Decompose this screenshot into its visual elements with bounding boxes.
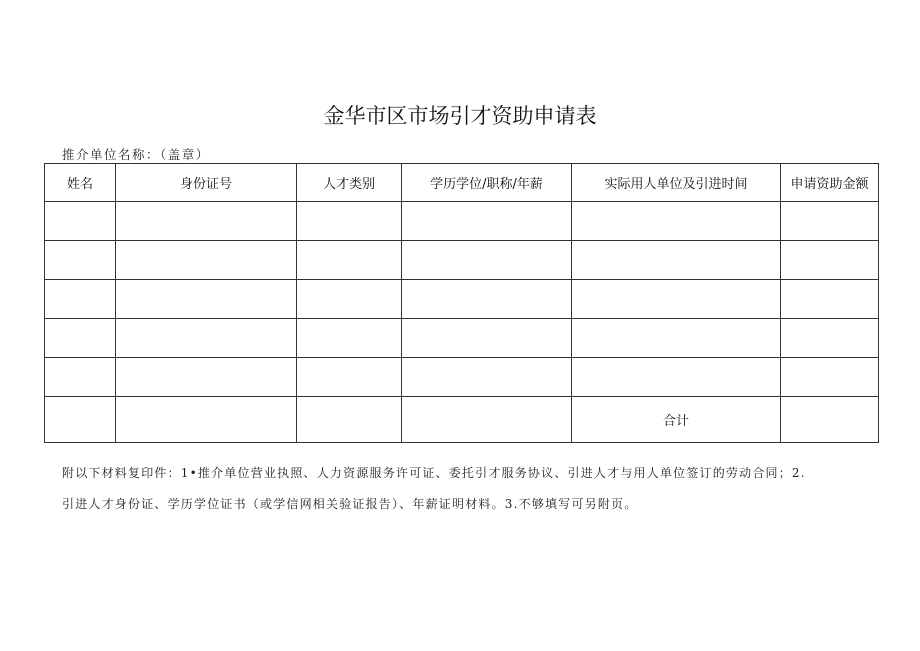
cell-name[interactable] xyxy=(45,241,116,280)
cell-education-title-salary[interactable] xyxy=(402,358,572,397)
cell-education-title-salary[interactable] xyxy=(402,319,572,358)
cell-name[interactable] xyxy=(45,397,116,443)
cell-employer-and-date[interactable] xyxy=(572,358,781,397)
header-id-number: 身份证号 xyxy=(116,164,297,202)
total-amount-cell[interactable] xyxy=(781,397,879,443)
cell-education-title-salary[interactable] xyxy=(402,280,572,319)
cell-talent-category[interactable] xyxy=(297,319,402,358)
cell-id-number[interactable] xyxy=(116,397,297,443)
cell-id-number[interactable] xyxy=(116,202,297,241)
recommending-unit-label: 推介单位名称：（盖章） xyxy=(62,147,210,162)
header-subsidy-amount: 申请资助金额 xyxy=(781,164,879,202)
header-education-title-salary: 学历学位/职称/年薪 xyxy=(402,164,572,202)
table-row xyxy=(45,241,879,280)
table-row xyxy=(45,202,879,241)
table-row xyxy=(45,358,879,397)
cell-employer-and-date[interactable] xyxy=(572,319,781,358)
header-talent-category: 人才类别 xyxy=(297,164,402,202)
cell-talent-category[interactable] xyxy=(297,397,402,443)
cell-name[interactable] xyxy=(45,319,116,358)
total-label: 合计 xyxy=(572,397,781,443)
cell-name[interactable] xyxy=(45,202,116,241)
cell-id-number[interactable] xyxy=(116,280,297,319)
cell-education-title-salary[interactable] xyxy=(402,397,572,443)
cell-talent-category[interactable] xyxy=(297,241,402,280)
total-row xyxy=(45,397,879,443)
cell-subsidy-amount[interactable] xyxy=(781,358,879,397)
cell-id-number[interactable] xyxy=(116,241,297,280)
cell-talent-category[interactable] xyxy=(297,280,402,319)
cell-education-title-salary[interactable] xyxy=(402,241,572,280)
cell-talent-category[interactable] xyxy=(297,358,402,397)
cell-employer-and-date[interactable] xyxy=(572,280,781,319)
cell-subsidy-amount[interactable] xyxy=(781,319,879,358)
table-row xyxy=(45,280,879,319)
cell-subsidy-amount[interactable] xyxy=(781,241,879,280)
form-title: 金华市区市场引才资助申请表 xyxy=(323,104,597,128)
attachment-note-line-2: 引进人才身份证、学历学位证书（或学信网相关验证报告）、年薪证明材料。3.不够填写可另附页。 xyxy=(62,497,638,511)
cell-subsidy-amount[interactable] xyxy=(781,202,879,241)
table-header-row xyxy=(45,164,879,202)
cell-id-number[interactable] xyxy=(116,358,297,397)
cell-name[interactable] xyxy=(45,358,116,397)
cell-talent-category[interactable] xyxy=(297,202,402,241)
cell-employer-and-date[interactable] xyxy=(572,202,781,241)
header-name: 姓名 xyxy=(45,164,116,202)
application-table xyxy=(44,163,879,443)
cell-employer-and-date[interactable] xyxy=(572,241,781,280)
cell-education-title-salary[interactable] xyxy=(402,202,572,241)
cell-name[interactable] xyxy=(45,280,116,319)
header-employer-and-date: 实际用人单位及引进时间 xyxy=(572,164,781,202)
table-row xyxy=(45,319,879,358)
cell-subsidy-amount[interactable] xyxy=(781,280,879,319)
attachment-note-line-1: 附以下材料复印件：1•推介单位营业执照、人力资源服务许可证、委托引才服务协议、引进人才与用人单位签订的劳动合同；2. xyxy=(62,466,806,480)
cell-id-number[interactable] xyxy=(116,319,297,358)
